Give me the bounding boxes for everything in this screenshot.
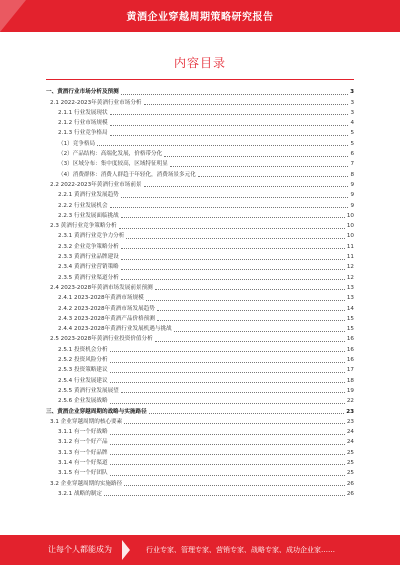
- toc-entry-title: 3.1.3 有一个好品牌: [58, 449, 108, 456]
- toc-entry[interactable]: [46, 220, 354, 230]
- toc-leader-dots: [121, 217, 345, 218]
- toc-leader-dots: [110, 434, 345, 435]
- toc-page-number: 3: [350, 109, 354, 116]
- footer-slogan-left: 让每个人都能成为: [48, 545, 112, 554]
- toc-entry[interactable]: [46, 292, 354, 302]
- toc-leader-dots: [110, 125, 349, 126]
- toc-entry[interactable]: [46, 343, 354, 353]
- toc-leader-dots: [121, 392, 345, 393]
- toc-page-number: 13: [346, 295, 354, 302]
- toc-page-number: 8: [350, 171, 354, 178]
- toc-entry[interactable]: [46, 467, 354, 477]
- toc-entry-title: 2.4.3 2023-2028年黄酒产品价格预测: [58, 315, 155, 322]
- toc-page-number: 10: [346, 223, 354, 230]
- toc-entry-title: （1）竞争格局: [58, 140, 96, 147]
- toc-entry[interactable]: [46, 446, 354, 456]
- toc-entry-title: （3）区域分布：集中度较高，区域特征明显: [58, 161, 168, 168]
- toc-leader-dots: [121, 94, 348, 95]
- toc-entry[interactable]: [46, 436, 354, 446]
- toc-page-number: 22: [346, 398, 354, 405]
- toc-page-number: 24: [346, 429, 354, 436]
- toc-page-number: 24: [346, 439, 354, 446]
- toc-entry[interactable]: [46, 240, 354, 250]
- toc-entry-title: 2.2 2022-2023年黄酒行业市场前景: [50, 181, 142, 188]
- toc-page-number: 19: [346, 387, 354, 394]
- footer-arrow-icon: [122, 540, 130, 560]
- toc-entry-title: 2.4.4 2023-2028年黄酒行业发展机遇与挑战: [58, 326, 172, 333]
- toc-entry-title: 2.2.3 行业发展面临挑战: [58, 212, 119, 219]
- toc-leader-dots: [110, 403, 345, 404]
- toc-entry-title: 3.1.5 有一个好团队: [58, 470, 108, 477]
- toc-leader-dots: [110, 464, 345, 465]
- toc-entry-title: 2.1.3 行业竞争格局: [58, 130, 108, 137]
- toc-page-number: 16: [346, 346, 354, 353]
- toc-page-number: 5: [350, 130, 354, 137]
- toc-leader-dots: [126, 238, 345, 239]
- toc-page-number: 9: [350, 202, 354, 209]
- toc-entry[interactable]: [46, 127, 354, 137]
- toc-heading: 内容目录: [173, 56, 226, 70]
- toc-page-number: 25: [346, 470, 354, 477]
- toc-entry-title: 2.5.2 投资风险分析: [58, 357, 108, 364]
- toc-leader-dots: [97, 145, 348, 146]
- toc-leader-dots: [110, 444, 345, 445]
- toc-page-number: 9: [350, 181, 354, 188]
- table-of-contents: [46, 86, 354, 498]
- toc-entry-title: 2.3.3 黄酒行业品牌建设: [58, 254, 119, 261]
- toc-leader-dots: [110, 135, 349, 136]
- toc-page-number: 13: [346, 284, 354, 291]
- toc-entry-title: 2.5.6 企业发展战略: [58, 398, 108, 405]
- toc-page-number: 23: [346, 408, 354, 415]
- toc-entry[interactable]: [46, 323, 354, 333]
- toc-leader-dots: [110, 475, 345, 476]
- toc-page-number: 25: [346, 459, 354, 466]
- toc-leader-dots: [149, 413, 345, 414]
- toc-entry-title: 2.5.4 行业发展建议: [58, 377, 108, 384]
- toc-leader-dots: [198, 176, 349, 177]
- toc-entry[interactable]: [46, 96, 354, 106]
- toc-page-number: 3: [350, 99, 354, 106]
- toc-entry-title: 2.1 2022-2023年黄酒行业市场分析: [50, 99, 142, 106]
- toc-entry-title: 3.1.2 有一个好产品: [58, 439, 108, 446]
- toc-entry-title: 2.2.1 黄酒行业发展趋势: [58, 192, 119, 199]
- toc-entry[interactable]: [46, 148, 354, 158]
- toc-entry-title: 3.2.1 战略的制定: [58, 490, 102, 497]
- toc-entry[interactable]: [46, 416, 354, 426]
- toc-page-number: 10: [346, 233, 354, 240]
- toc-page-number: 25: [346, 449, 354, 456]
- toc-entry-title: 2.4.2 2023-2028年黄酒市场发展趋势: [58, 305, 155, 312]
- toc-page-number: 3: [350, 89, 354, 96]
- toc-entry-title: 2.3.2 企业竞争策略分析: [58, 243, 119, 250]
- report-footer: [0, 535, 400, 565]
- toc-page-number: 15: [346, 326, 354, 333]
- toc-leader-dots: [121, 279, 345, 280]
- report-header: [0, 0, 400, 32]
- toc-entry[interactable]: [46, 199, 354, 209]
- toc-leader-dots: [146, 300, 345, 301]
- toc-entry[interactable]: [46, 271, 354, 281]
- toc-entry[interactable]: [46, 189, 354, 199]
- toc-leader-dots: [121, 269, 345, 270]
- toc-leader-dots: [144, 104, 349, 105]
- toc-leader-dots: [110, 382, 345, 383]
- toc-page-number: 11: [346, 243, 354, 250]
- toc-page-number: 11: [346, 254, 354, 261]
- toc-leader-dots: [110, 351, 345, 352]
- toc-page-number: 12: [346, 274, 354, 281]
- toc-entry-title: 2.4.1 2023-2028年黄酒市场规模: [58, 295, 144, 302]
- toc-leader-dots: [110, 372, 345, 373]
- toc-leader-dots: [119, 228, 345, 229]
- toc-leader-dots: [121, 197, 349, 198]
- toc-entry[interactable]: [46, 251, 354, 261]
- toc-leader-dots: [155, 341, 345, 342]
- toc-entry[interactable]: [46, 354, 354, 364]
- toc-leader-dots: [110, 362, 345, 363]
- toc-leader-dots: [157, 320, 345, 321]
- toc-entry[interactable]: [46, 158, 354, 168]
- footer-slogan-right: 行业专家、管理专家、营销专家、战略专家、成功企业家……: [146, 545, 335, 554]
- toc-page-number: 26: [346, 490, 354, 497]
- toc-entry-title: 2.1.2 行业市场规模: [58, 120, 108, 127]
- toc-entry[interactable]: [46, 179, 354, 189]
- toc-entry-title: 2.3.4 黄酒行业营销策略: [58, 264, 119, 271]
- toc-leader-dots: [124, 423, 345, 424]
- toc-page-number: 15: [346, 315, 354, 322]
- toc-page-number: 16: [346, 357, 354, 364]
- toc-entry-title: 3.2 企业穿越周期的实施路径: [50, 480, 123, 487]
- toc-entry[interactable]: [46, 302, 354, 312]
- toc-entry-title: 3.1 企业穿越周期的核心要素: [50, 418, 123, 425]
- toc-divider: [46, 79, 354, 80]
- toc-entry-title: （4）消费群体：消费人群趋于年轻化，消费场景多元化: [58, 171, 196, 178]
- toc-entry[interactable]: [46, 333, 354, 343]
- toc-entry[interactable]: [46, 210, 354, 220]
- toc-entry-title: 2.2.2 行业发展机会: [58, 202, 108, 209]
- toc-entry[interactable]: [46, 477, 354, 487]
- toc-entry-title: 2.3.5 黄酒行业渠道分析: [58, 274, 119, 281]
- toc-page-number: 26: [346, 480, 354, 487]
- toc-entry[interactable]: [46, 364, 354, 374]
- toc-entry[interactable]: [46, 168, 354, 178]
- toc-entry-title: 2.3 黄酒行业竞争策略分析: [50, 223, 117, 230]
- toc-entry[interactable]: [46, 117, 354, 127]
- toc-leader-dots: [104, 495, 345, 496]
- toc-leader-dots: [110, 454, 345, 455]
- toc-entry-title: 三、黄酒企业穿越周期的战略与实施路径: [46, 408, 147, 415]
- toc-entry-title: 3.1.1 有一个好战略: [58, 429, 108, 436]
- toc-entry[interactable]: [46, 426, 354, 436]
- toc-entry[interactable]: [46, 385, 354, 395]
- toc-entry-title: 2.5 2023-2028年黄酒行业投资价值分析: [50, 336, 153, 343]
- toc-entry-title: 2.4 2023-2028年黄酒市场发展前景预测: [50, 284, 153, 291]
- toc-leader-dots: [170, 166, 349, 167]
- toc-entry[interactable]: [46, 282, 354, 292]
- toc-entry[interactable]: [46, 230, 354, 240]
- toc-entry[interactable]: [46, 405, 354, 415]
- toc-entry-title: 2.5.5 黄酒行业发展展望: [58, 387, 119, 394]
- toc-page-number: 18: [346, 377, 354, 384]
- toc-page-number: 10: [346, 212, 354, 219]
- toc-entry-title: （2）产品结构：高端化发展，价格带分化: [58, 151, 163, 158]
- toc-page-number: 23: [346, 418, 354, 425]
- toc-entry[interactable]: [46, 488, 354, 498]
- toc-entry[interactable]: [46, 86, 354, 96]
- toc-entry-title: 一、黄酒行业市场分析及预测: [46, 89, 119, 96]
- toc-leader-dots: [174, 331, 345, 332]
- toc-entry[interactable]: [46, 107, 354, 117]
- toc-leader-dots: [124, 485, 345, 486]
- report-title: 黄酒企业穿越周期策略研究报告: [126, 12, 274, 23]
- toc-leader-dots: [110, 207, 349, 208]
- toc-page-number: 14: [346, 305, 354, 312]
- toc-page-number: 12: [346, 264, 354, 271]
- toc-entry-title: 2.5.1 投资机会分析: [58, 346, 108, 353]
- toc-leader-dots: [157, 310, 345, 311]
- toc-page-number: 17: [346, 367, 354, 374]
- toc-entry-title: 2.3.1 黄酒行业竞争力分析: [58, 233, 125, 240]
- toc-leader-dots: [144, 186, 349, 187]
- toc-entry[interactable]: [46, 261, 354, 271]
- toc-page-number: 5: [350, 140, 354, 147]
- toc-entry[interactable]: [46, 137, 354, 147]
- toc-leader-dots: [121, 259, 345, 260]
- toc-entry-title: 2.1.1 行业发展现状: [58, 109, 108, 116]
- toc-leader-dots: [164, 156, 348, 157]
- toc-page-number: 9: [350, 192, 354, 199]
- toc-leader-dots: [121, 248, 345, 249]
- toc-entry-title: 3.1.4 有一个好渠道: [58, 459, 108, 466]
- toc-page-number: 16: [346, 336, 354, 343]
- toc-page-number: 4: [350, 120, 354, 127]
- toc-entry[interactable]: [46, 374, 354, 384]
- toc-entry[interactable]: [46, 395, 354, 405]
- toc-page-number: 7: [350, 161, 354, 168]
- toc-entry[interactable]: [46, 457, 354, 467]
- toc-page-number: 6: [350, 151, 354, 158]
- toc-leader-dots: [155, 289, 345, 290]
- toc-leader-dots: [110, 114, 349, 115]
- toc-entry[interactable]: [46, 313, 354, 323]
- toc-entry-title: 2.5.3 投资策略建议: [58, 367, 108, 374]
